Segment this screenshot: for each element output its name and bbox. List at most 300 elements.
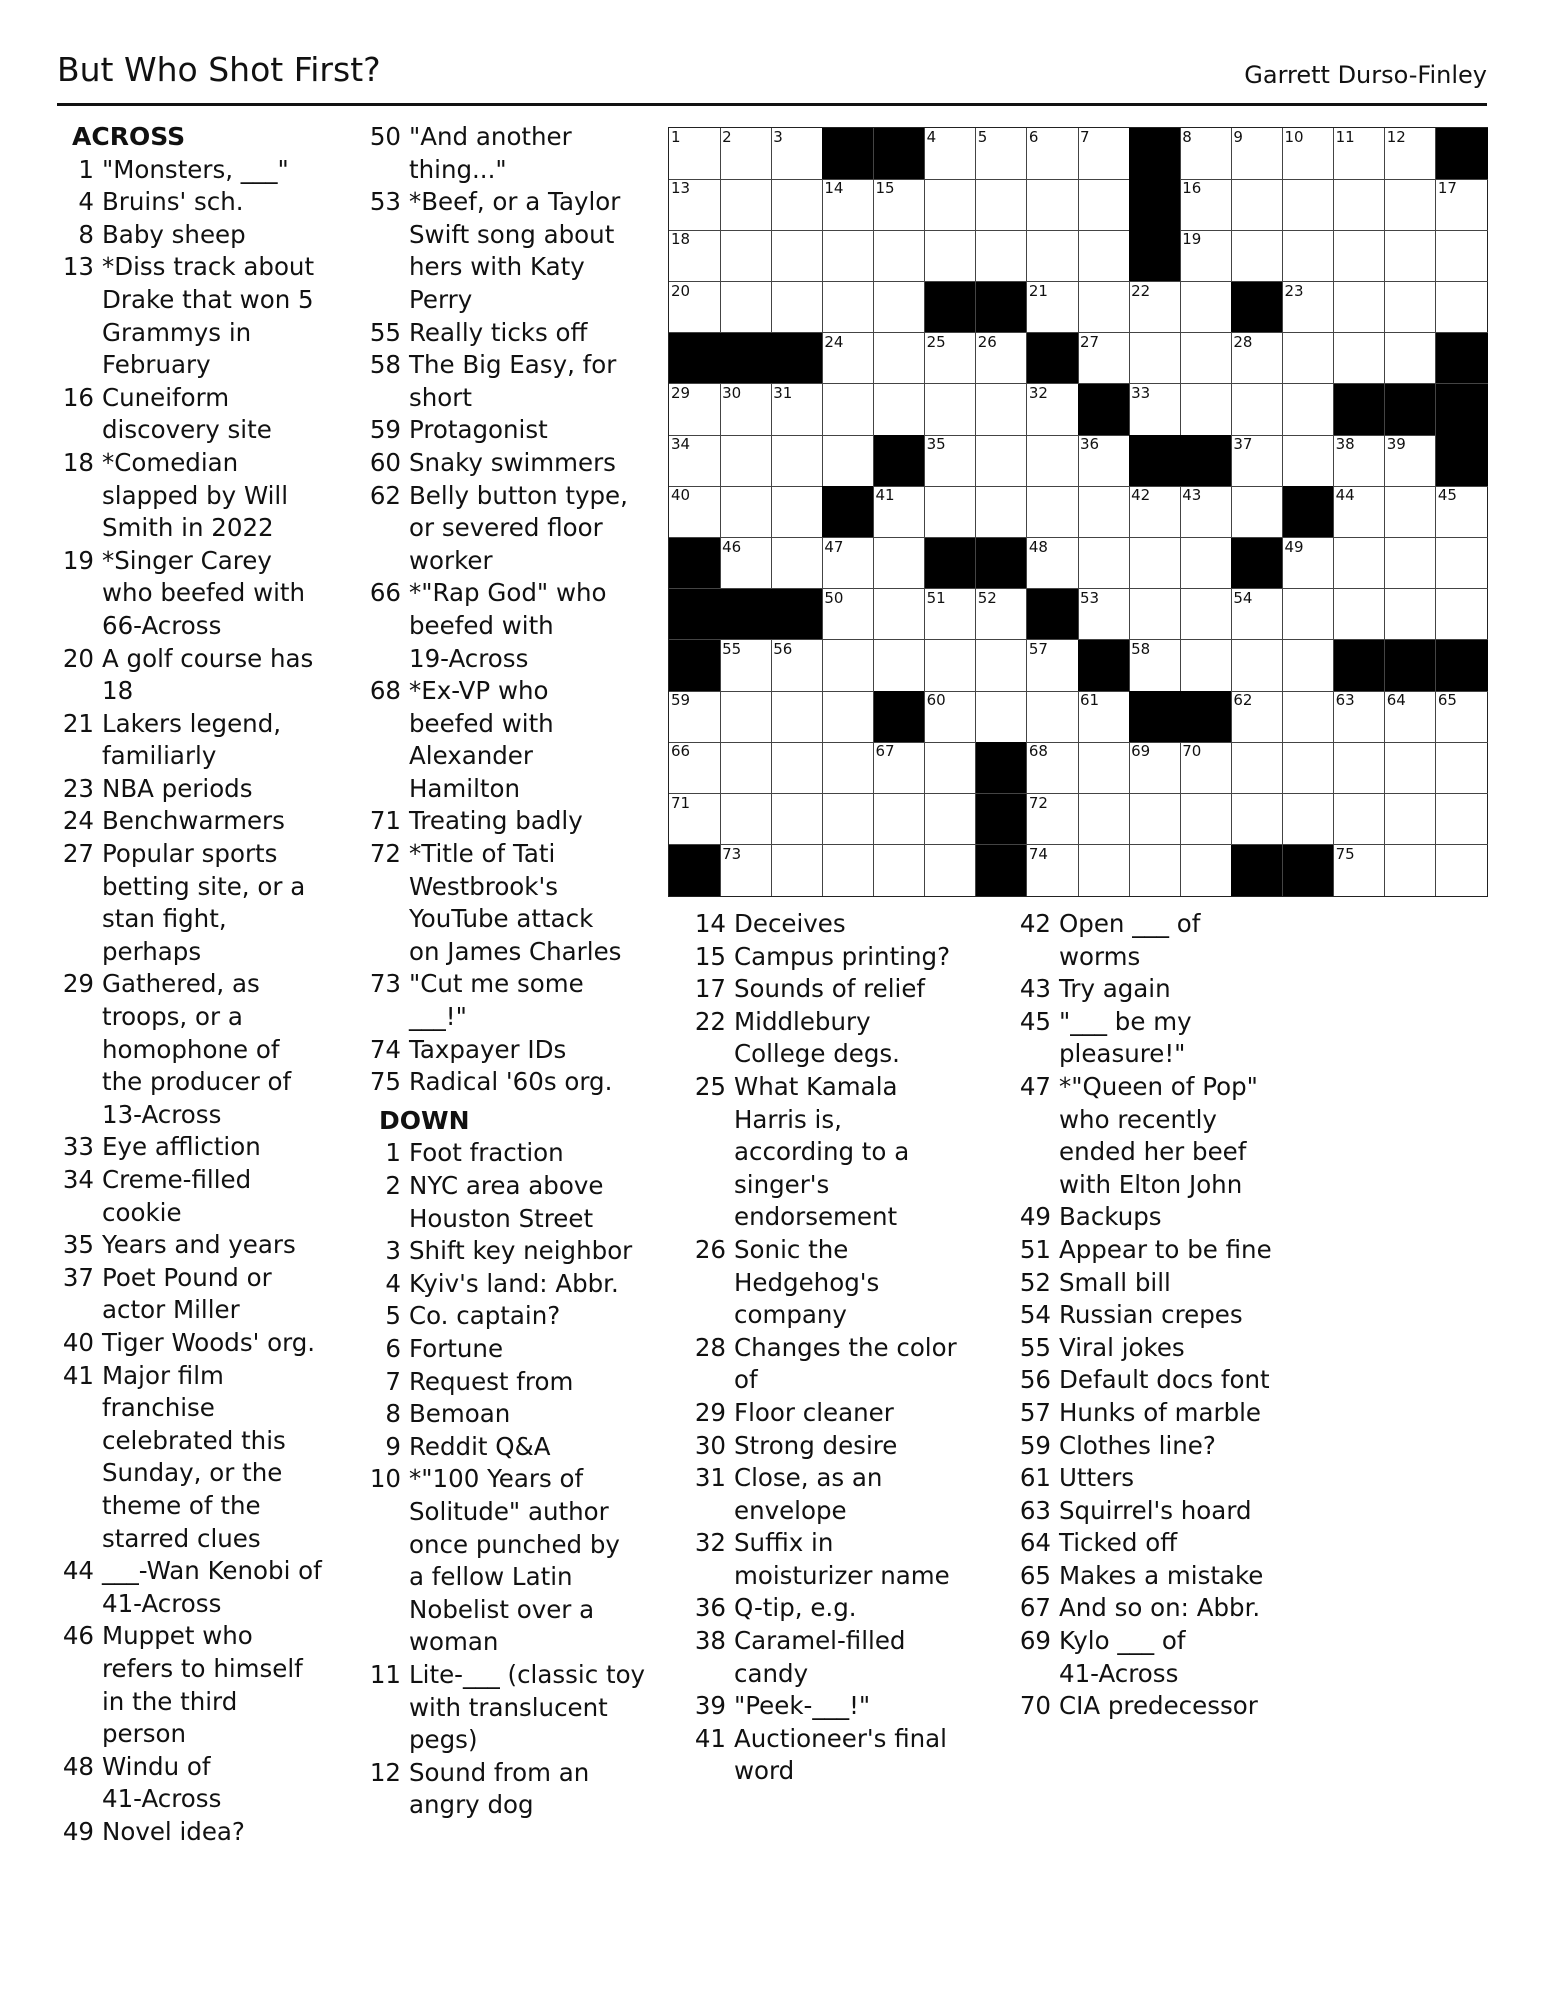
grid-cell[interactable] — [925, 589, 977, 641]
grid-cell[interactable] — [822, 435, 874, 487]
grid-cell[interactable] — [1027, 486, 1079, 538]
grid-cell[interactable] — [720, 486, 772, 538]
grid-cell[interactable] — [1283, 538, 1335, 590]
grid-cell[interactable] — [720, 435, 772, 487]
grid-cell[interactable] — [925, 230, 977, 282]
clue-number: 32 — [694, 1528, 726, 1558]
grid-cell[interactable] — [1027, 230, 1079, 282]
grid-cell[interactable] — [1078, 794, 1130, 846]
grid-cell[interactable] — [771, 486, 823, 538]
cell-number: 33 — [1131, 384, 1151, 402]
grid-cell[interactable] — [976, 640, 1028, 692]
down-heading: DOWN — [379, 1105, 470, 1135]
clue-item — [367, 1170, 667, 1235]
grid-cell[interactable] — [822, 384, 874, 436]
grid-block — [1129, 435, 1181, 487]
grid-cell[interactable] — [1231, 640, 1283, 692]
grid-cell[interactable] — [1283, 640, 1335, 692]
grid-cell[interactable] — [771, 742, 823, 794]
grid-cell[interactable] — [1129, 384, 1181, 436]
grid-cell[interactable] — [925, 794, 977, 846]
grid-cell[interactable] — [720, 230, 772, 282]
grid-cell[interactable] — [976, 333, 1028, 385]
grid-cell[interactable] — [1231, 742, 1283, 794]
grid-cell[interactable] — [669, 742, 721, 794]
clue-item — [60, 251, 360, 381]
grid-cell[interactable] — [1027, 691, 1079, 743]
clue-number: 22 — [694, 1006, 726, 1036]
grid-cell[interactable] — [822, 794, 874, 846]
grid-cell[interactable] — [720, 742, 772, 794]
grid-cell[interactable] — [1180, 486, 1232, 538]
grid-cell[interactable] — [976, 230, 1028, 282]
grid-cell[interactable] — [925, 333, 977, 385]
grid-cell[interactable] — [771, 845, 823, 897]
grid-cell[interactable] — [669, 282, 721, 334]
clue-text-line: Benchwarmers — [102, 806, 285, 836]
clue-text-line: Smith in 2022 — [102, 513, 274, 543]
grid-cell[interactable] — [1078, 845, 1130, 897]
clue-text-line: Russian crepes — [1059, 1300, 1243, 1330]
grid-cell[interactable] — [771, 384, 823, 436]
clue-text-line: Appear to be fine — [1059, 1234, 1272, 1264]
grid-cell[interactable] — [771, 640, 823, 692]
grid-block — [1334, 384, 1386, 436]
clue-number: 8 — [78, 219, 94, 249]
grid-cell[interactable] — [771, 179, 823, 231]
grid-cell[interactable] — [1385, 589, 1437, 641]
grid-cell[interactable] — [1385, 486, 1437, 538]
grid-cell[interactable] — [1129, 282, 1181, 334]
grid-block — [669, 538, 721, 590]
grid-cell[interactable] — [669, 230, 721, 282]
clue-text-line: Request from — [409, 1366, 574, 1396]
grid-cell[interactable] — [1436, 691, 1488, 743]
grid-cell[interactable] — [925, 691, 977, 743]
grid-cell[interactable] — [1129, 486, 1181, 538]
grid-cell[interactable] — [822, 333, 874, 385]
cell-number: 11 — [1335, 128, 1355, 146]
grid-cell[interactable] — [1283, 282, 1335, 334]
clue-number: 6 — [385, 1333, 401, 1363]
clue-text-line: 41-Across — [102, 1588, 222, 1618]
grid-cell[interactable] — [771, 230, 823, 282]
grid-cell[interactable] — [1283, 589, 1335, 641]
grid-cell[interactable] — [874, 282, 926, 334]
clue-text-line: franchise — [102, 1393, 215, 1423]
grid-cell[interactable] — [669, 486, 721, 538]
clue-item — [1017, 1267, 1337, 1300]
grid-cell[interactable] — [925, 486, 977, 538]
grid-cell[interactable] — [1180, 384, 1232, 436]
grid-cell[interactable] — [1334, 794, 1386, 846]
grid-cell[interactable] — [771, 282, 823, 334]
grid-cell[interactable] — [1385, 691, 1437, 743]
grid-cell[interactable] — [1385, 794, 1437, 846]
cell-number: 19 — [1182, 230, 1202, 249]
grid-cell[interactable] — [720, 538, 772, 590]
grid-cell[interactable] — [1334, 179, 1386, 231]
grid-cell[interactable] — [1231, 333, 1283, 385]
grid-cell[interactable] — [1385, 333, 1437, 385]
grid-cell[interactable] — [1385, 435, 1437, 487]
clue-text-line: Westbrook's — [409, 871, 558, 901]
grid-cell[interactable] — [874, 230, 926, 282]
grid-block — [1385, 640, 1437, 692]
grid-cell[interactable] — [822, 179, 874, 231]
grid-cell[interactable] — [874, 742, 926, 794]
clue-number: 42 — [1019, 909, 1051, 938]
grid-cell[interactable] — [822, 282, 874, 334]
clue-text-line: *Title of Tati — [409, 839, 556, 869]
grid-cell[interactable] — [976, 384, 1028, 436]
clue-text-line: Viral jokes — [1059, 1332, 1185, 1362]
cell-number: 26 — [977, 332, 997, 351]
grid-cell[interactable] — [1129, 845, 1181, 897]
grid-cell[interactable] — [976, 435, 1028, 487]
clue-text-line: actor Miller — [102, 1295, 240, 1325]
grid-cell[interactable] — [925, 435, 977, 487]
clue-item — [60, 1360, 360, 1556]
grid-cell[interactable] — [1283, 435, 1335, 487]
grid-cell[interactable] — [822, 538, 874, 590]
grid-cell[interactable] — [1078, 435, 1130, 487]
grid-cell[interactable] — [1283, 794, 1335, 846]
grid-cell[interactable] — [1385, 128, 1437, 180]
grid-cell[interactable] — [874, 538, 926, 590]
grid-cell[interactable] — [1385, 230, 1437, 282]
grid-block — [1231, 845, 1283, 897]
grid-cell[interactable] — [1385, 845, 1437, 897]
clue-text-line: "Peek-___!" — [734, 1691, 871, 1721]
grid-cell[interactable] — [720, 282, 772, 334]
grid-cell[interactable] — [1334, 435, 1386, 487]
grid-cell[interactable] — [874, 794, 926, 846]
grid-cell[interactable] — [1436, 845, 1488, 897]
clue-text-line: thing..." — [409, 154, 507, 184]
grid-cell[interactable] — [925, 128, 977, 180]
grid-cell[interactable] — [1129, 794, 1181, 846]
clue-text-line: Major film — [102, 1360, 224, 1390]
grid-cell[interactable] — [1078, 333, 1130, 385]
cell-number: 39 — [1386, 435, 1406, 454]
clue-text-line: *Beef, or a Taylor — [409, 187, 621, 217]
grid-cell[interactable] — [1385, 179, 1437, 231]
grid-cell[interactable] — [1180, 742, 1232, 794]
clue-number: 65 — [1019, 1560, 1051, 1590]
grid-cell[interactable] — [1436, 179, 1488, 231]
clue-text-line: ended her beef — [1059, 1137, 1247, 1167]
grid-cell[interactable] — [1436, 742, 1488, 794]
grid-cell[interactable] — [1283, 179, 1335, 231]
grid-cell[interactable] — [1180, 230, 1232, 282]
grid-cell[interactable] — [1180, 640, 1232, 692]
grid-cell[interactable] — [1078, 486, 1130, 538]
grid-cell[interactable] — [720, 691, 772, 743]
grid-cell[interactable] — [874, 179, 926, 231]
grid-cell[interactable] — [1334, 486, 1386, 538]
grid-cell[interactable] — [771, 691, 823, 743]
grid-cell[interactable] — [1129, 333, 1181, 385]
grid-cell[interactable] — [1027, 845, 1079, 897]
clue-number: 28 — [694, 1332, 726, 1362]
clue-text-line: on James Charles — [409, 936, 622, 966]
grid-cell[interactable] — [822, 640, 874, 692]
grid-cell[interactable] — [1027, 538, 1079, 590]
clue-text-line: a fellow Latin — [409, 1562, 573, 1592]
grid-cell[interactable] — [1334, 333, 1386, 385]
grid-cell[interactable] — [669, 794, 721, 846]
clue-item — [60, 805, 360, 838]
cell-number: 6 — [1028, 128, 1039, 146]
grid-cell[interactable] — [1129, 538, 1181, 590]
grid-cell[interactable] — [1231, 589, 1283, 641]
grid-cell[interactable] — [669, 691, 721, 743]
grid-cell[interactable] — [1231, 435, 1283, 487]
clue-item — [1017, 908, 1337, 973]
grid-cell[interactable] — [771, 128, 823, 180]
grid-cell[interactable] — [1334, 589, 1386, 641]
grid-cell[interactable] — [925, 384, 977, 436]
grid-cell[interactable] — [1027, 640, 1079, 692]
grid-cell[interactable] — [1334, 845, 1386, 897]
grid-cell[interactable] — [1436, 486, 1488, 538]
grid-cell[interactable] — [925, 640, 977, 692]
cell-number: 62 — [1233, 691, 1253, 710]
grid-cell[interactable] — [1436, 282, 1488, 334]
cell-number: 35 — [926, 435, 946, 454]
clue-item — [692, 1332, 1012, 1397]
grid-cell[interactable] — [1129, 640, 1181, 692]
grid-block — [771, 333, 823, 385]
clue-number: 27 — [62, 839, 94, 869]
clue-number: 73 — [369, 969, 401, 999]
grid-cell[interactable] — [1078, 538, 1130, 590]
grid-cell[interactable] — [976, 179, 1028, 231]
grid-cell[interactable] — [1231, 128, 1283, 180]
clue-item — [692, 908, 1012, 941]
grid-cell[interactable] — [1180, 128, 1232, 180]
grid-block — [1129, 128, 1181, 180]
grid-cell[interactable] — [1078, 589, 1130, 641]
clue-text-line: CIA predecessor — [1059, 1691, 1258, 1721]
cell-number: 56 — [773, 640, 793, 658]
grid-cell[interactable] — [1334, 691, 1386, 743]
grid-cell[interactable] — [1078, 742, 1130, 794]
clue-text-line: word — [734, 1756, 795, 1786]
clue-text-line: 41-Across — [102, 1784, 222, 1814]
grid-cell[interactable] — [1436, 589, 1488, 641]
grid-cell[interactable] — [1334, 538, 1386, 590]
clue-item — [367, 186, 667, 316]
grid-cell[interactable] — [1385, 282, 1437, 334]
clue-text-line: Nobelist over a — [409, 1594, 595, 1624]
clue-item — [1017, 1592, 1337, 1625]
grid-cell[interactable] — [1180, 179, 1232, 231]
grid-cell[interactable] — [1231, 691, 1283, 743]
clue-number: 18 — [62, 447, 94, 477]
clue-text-line: troops, or a — [102, 1002, 243, 1032]
grid-cell[interactable] — [720, 794, 772, 846]
grid-cell[interactable] — [1436, 230, 1488, 282]
grid-cell[interactable] — [874, 845, 926, 897]
grid-cell[interactable] — [1231, 230, 1283, 282]
grid-cell[interactable] — [822, 742, 874, 794]
grid-cell[interactable] — [1180, 845, 1232, 897]
grid-cell[interactable] — [1078, 179, 1130, 231]
clue-text-line: Suffix in — [734, 1528, 834, 1558]
clue-item — [60, 968, 360, 1131]
grid-cell[interactable] — [822, 230, 874, 282]
grid-cell[interactable] — [720, 845, 772, 897]
cell-number: 63 — [1335, 691, 1355, 710]
cell-number: 22 — [1131, 281, 1151, 300]
clue-number: 9 — [385, 1431, 401, 1461]
clue-number: 30 — [694, 1430, 726, 1460]
clue-text-line: Lakers legend, — [102, 708, 282, 738]
grid-cell[interactable] — [1231, 486, 1283, 538]
grid-cell[interactable] — [976, 128, 1028, 180]
clue-text-line: once punched by — [409, 1529, 620, 1559]
grid-cell[interactable] — [874, 384, 926, 436]
grid-cell[interactable] — [874, 589, 926, 641]
cell-number: 38 — [1335, 435, 1355, 454]
grid-cell[interactable] — [771, 435, 823, 487]
clue-text-line: "Monsters, ___" — [102, 154, 289, 184]
grid-cell[interactable] — [1180, 282, 1232, 334]
clue-item — [367, 121, 667, 186]
grid-cell[interactable] — [1180, 538, 1232, 590]
grid-cell[interactable] — [669, 128, 721, 180]
grid-cell[interactable] — [1436, 538, 1488, 590]
grid-cell[interactable] — [1385, 742, 1437, 794]
clue-column-2 — [367, 121, 667, 1822]
grid-cell[interactable] — [1027, 742, 1079, 794]
clue-number: 3 — [385, 1236, 401, 1266]
grid-block — [976, 742, 1028, 794]
clue-number: 26 — [694, 1234, 726, 1264]
grid-cell[interactable] — [1078, 691, 1130, 743]
grid-cell[interactable] — [1078, 230, 1130, 282]
grid-cell[interactable] — [720, 179, 772, 231]
grid-cell[interactable] — [822, 589, 874, 641]
grid-cell[interactable] — [1027, 384, 1079, 436]
clue-text-line: 18 — [102, 676, 134, 706]
clue-text-line: Drake that won 5 — [102, 284, 314, 314]
grid-cell[interactable] — [925, 742, 977, 794]
clue-item — [1017, 1201, 1337, 1234]
grid-cell[interactable] — [822, 691, 874, 743]
clue-item — [1017, 1364, 1337, 1397]
grid-cell[interactable] — [720, 640, 772, 692]
grid-cell[interactable] — [1129, 742, 1181, 794]
grid-cell[interactable] — [874, 333, 926, 385]
grid-cell[interactable] — [1334, 230, 1386, 282]
grid-cell[interactable] — [1334, 282, 1386, 334]
clue-text-line: The Big Easy, for — [409, 350, 617, 380]
grid-cell[interactable] — [874, 640, 926, 692]
grid-cell[interactable] — [1231, 179, 1283, 231]
grid-cell[interactable] — [1334, 128, 1386, 180]
grid-cell[interactable] — [822, 845, 874, 897]
clue-text-line: Poet Pound or — [102, 1262, 272, 1292]
clue-number: 62 — [369, 480, 401, 510]
grid-cell[interactable] — [1180, 589, 1232, 641]
grid-block — [669, 333, 721, 385]
clue-number: 13 — [62, 252, 94, 282]
grid-cell[interactable] — [1027, 435, 1079, 487]
grid-cell[interactable] — [925, 845, 977, 897]
grid-cell[interactable] — [1078, 128, 1130, 180]
grid-cell[interactable] — [720, 384, 772, 436]
grid-cell[interactable] — [925, 179, 977, 231]
clue-number: 41 — [694, 1723, 726, 1753]
grid-cell[interactable] — [1078, 282, 1130, 334]
cell-number: 2 — [722, 128, 732, 146]
grid-cell[interactable] — [1283, 333, 1335, 385]
clue-text-line: ___-Wan Kenobi of — [102, 1556, 322, 1586]
grid-cell[interactable] — [1027, 179, 1079, 231]
grid-cell[interactable] — [1334, 742, 1386, 794]
grid-cell[interactable] — [1027, 128, 1079, 180]
clue-item — [1017, 1690, 1337, 1723]
cell-number: 60 — [926, 691, 946, 710]
grid-cell[interactable] — [976, 691, 1028, 743]
grid-cell[interactable] — [1180, 794, 1232, 846]
cell-number: 1 — [671, 128, 681, 146]
grid-cell[interactable] — [1283, 742, 1335, 794]
grid-cell[interactable] — [1436, 794, 1488, 846]
grid-cell[interactable] — [976, 486, 1028, 538]
grid-cell[interactable] — [976, 589, 1028, 641]
grid-cell[interactable] — [1283, 691, 1335, 743]
grid-cell[interactable] — [771, 794, 823, 846]
grid-cell[interactable] — [1231, 794, 1283, 846]
cell-number: 75 — [1335, 844, 1355, 863]
clue-number: 67 — [1019, 1593, 1051, 1623]
grid-cell[interactable] — [669, 384, 721, 436]
clue-text-line: *Comedian — [102, 447, 239, 477]
cell-number: 54 — [1233, 588, 1253, 607]
puzzle-title: But Who Shot First? — [57, 50, 381, 89]
clue-item — [60, 186, 360, 219]
grid-cell[interactable] — [1129, 589, 1181, 641]
clue-item — [60, 1229, 360, 1262]
grid-cell[interactable] — [669, 435, 721, 487]
clue-text-line: *"100 Years of — [409, 1464, 584, 1494]
grid-cell[interactable] — [1283, 128, 1335, 180]
grid-cell[interactable] — [874, 486, 926, 538]
grid-cell[interactable] — [1231, 384, 1283, 436]
grid-cell[interactable] — [1027, 794, 1079, 846]
clue-text-line: who recently — [1059, 1104, 1217, 1134]
clue-item — [367, 1431, 667, 1464]
grid-cell[interactable] — [1385, 538, 1437, 590]
clue-item — [692, 1397, 1012, 1430]
grid-cell[interactable] — [669, 179, 721, 231]
grid-cell[interactable] — [1027, 282, 1079, 334]
clue-item — [692, 1234, 1012, 1332]
grid-cell[interactable] — [771, 538, 823, 590]
clue-item — [367, 577, 667, 675]
grid-cell[interactable] — [720, 128, 772, 180]
clue-text-line: celebrated this — [102, 1425, 286, 1455]
grid-cell[interactable] — [1283, 230, 1335, 282]
clue-text-line: ___!" — [409, 1002, 467, 1032]
grid-cell[interactable] — [1283, 384, 1335, 436]
grid-cell[interactable] — [1180, 333, 1232, 385]
clue-number: 31 — [694, 1463, 726, 1493]
